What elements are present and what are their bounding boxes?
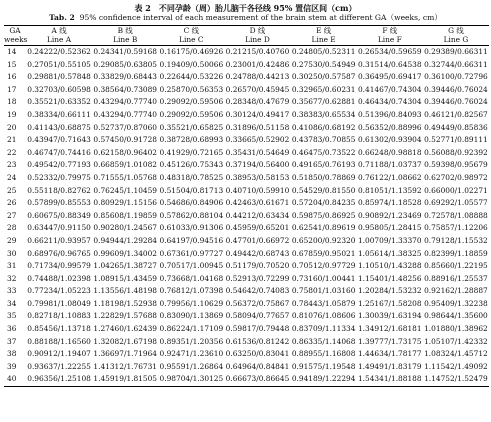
cell-line-e: 0.73160/1.00441	[291, 273, 356, 283]
cell-line-e: 0.83709/1.11334	[291, 324, 356, 334]
cell-ga: 16	[7, 72, 17, 82]
cell-ga: 14	[7, 47, 17, 56]
cell-ga: 31	[7, 261, 17, 271]
cell-line-b: 0.29085/0.63805	[93, 59, 158, 69]
cell-line-c: 0.29092/0.59506	[159, 97, 224, 107]
table-row	[4, 147, 489, 160]
header-weeks: weeks	[4, 35, 28, 44]
cell-line-b: 1.32082/1.67198	[93, 336, 158, 346]
table-row	[4, 310, 489, 323]
cell-line-d: 0.47701/0.66972	[225, 235, 290, 245]
cell-line-b: 1.45919/1.81505	[92, 373, 158, 386]
cell-line-e: 0.91575/1.19548	[291, 361, 356, 371]
cell-line-a: 0.41143/0.68875	[27, 122, 91, 132]
header-line-e-cn: E 线	[291, 26, 357, 36]
cell-line-a: 0.90912/1.19407	[27, 349, 91, 359]
cell-line-b: 1.36697/1.71964	[93, 349, 158, 359]
table-row	[4, 84, 489, 97]
header-line-a-cn: A 线	[26, 26, 92, 36]
cell-line-b: 0.80929/1.15156	[93, 198, 158, 208]
cell-line-c: 0.92471/1.23610	[159, 349, 224, 359]
table-row	[4, 323, 489, 336]
cell-line-b: 0.90280/1.24567	[93, 223, 158, 233]
cell-line-a: 0.57899/0.85553	[27, 198, 91, 208]
cell-line-e: 0.38383/0.65534	[291, 109, 356, 119]
table-row	[4, 210, 489, 223]
cell-line-d: 0.51179/0.70520	[225, 261, 290, 271]
cell-line-c: 0.79956/1.10629	[159, 298, 224, 308]
cell-ga: 37	[7, 336, 17, 346]
cell-line-a: 0.77234/1.05223	[27, 286, 91, 296]
cell-ga: 39	[7, 361, 17, 371]
cell-line-b: 0.43294/0.77740	[93, 97, 158, 107]
cell-line-f: 0.56352/0.88996	[357, 122, 422, 132]
cell-line-c: 0.29092/0.59506	[159, 109, 224, 119]
table-row	[4, 260, 489, 273]
cell-line-c: 0.57862/0.88104	[159, 210, 224, 220]
cell-line-g: 0.39446/0.76024	[424, 84, 488, 94]
cell-line-f: 1.05614/1.38325	[357, 248, 422, 258]
cell-line-a: 0.60675/0.88349	[27, 210, 91, 220]
cell-ga: 35	[7, 311, 17, 321]
cell-line-d: 0.28348/0.47679	[225, 97, 290, 107]
cell-line-b: 0.71555/1.05768	[93, 172, 158, 182]
cell-line-e: 0.43783/0.70855	[291, 135, 356, 145]
cell-line-c: 0.41929/0.72165	[159, 147, 224, 157]
cell-line-e: 0.65200/0.92320	[291, 235, 356, 245]
cell-line-a: 0.35521/0.63352	[27, 97, 91, 107]
cell-line-d: 0.45959/0.65201	[225, 223, 290, 233]
cell-line-e: 0.88955/1.16808	[291, 349, 356, 359]
cell-line-e: 0.24805/0.52311	[291, 47, 356, 56]
cell-line-g: 0.39446/0.76024	[424, 97, 488, 107]
cell-line-b: 0.62158/0.96402	[93, 147, 158, 157]
cell-line-b: 1.18198/1.52938	[93, 298, 158, 308]
cell-line-c: 0.89351/1.20356	[159, 336, 224, 346]
cell-ga: 26	[7, 198, 17, 208]
cell-line-g: 0.46121/0.82567	[424, 109, 488, 119]
cell-line-c: 0.48318/0.78525	[159, 172, 224, 182]
cell-line-e: 0.32965/0.60231	[291, 84, 356, 94]
cell-line-d: 0.54642/0.74083	[225, 286, 290, 296]
cell-line-b: 1.41312/1.76731	[93, 361, 158, 371]
cell-line-c: 0.54686/0.84906	[159, 198, 224, 208]
header-row-bottom	[4, 35, 489, 46]
header-line-f: Line F	[357, 35, 423, 46]
cell-line-d: 0.40710/0.59910	[225, 185, 290, 195]
cell-line-c: 0.35521/0.65825	[159, 122, 224, 132]
cell-line-a: 0.85456/1.13718	[27, 324, 91, 334]
cell-line-f: 0.26534/0.59659	[357, 47, 422, 56]
header-line-g-cn: G 线	[423, 26, 489, 36]
header-line-d-cn: D 线	[224, 26, 290, 36]
cell-ga: 34	[7, 298, 17, 308]
cell-line-f: 1.10510/1.43288	[357, 261, 422, 271]
cell-line-a: 0.32703/0.60598	[27, 84, 91, 94]
cell-line-f: 0.95805/1.28415	[357, 223, 422, 233]
table-row	[4, 373, 489, 386]
header-line-d: Line D	[224, 35, 290, 46]
cell-line-f: 1.44634/1.78177	[357, 349, 422, 359]
cell-line-c: 0.25870/0.56353	[159, 84, 224, 94]
cell-line-a: 0.38334/0.66111	[27, 109, 91, 119]
cell-line-a: 0.71734/0.99579	[27, 261, 91, 271]
cell-line-f: 1.00709/1.33370	[357, 235, 422, 245]
table-row	[4, 172, 489, 185]
table-row	[4, 109, 489, 122]
cell-line-a: 0.29881/0.57848	[27, 72, 91, 82]
cell-ga: 38	[7, 349, 17, 359]
table-row	[4, 46, 489, 59]
cell-line-e: 0.78443/1.05879	[291, 298, 356, 308]
table-row	[4, 185, 489, 198]
cell-line-f: 0.71188/1.03737	[357, 160, 422, 170]
cell-line-f: 0.46434/0.74304	[357, 97, 422, 107]
cell-line-c: 0.76812/1.07398	[159, 286, 224, 296]
cell-line-d: 0.37194/0.56400	[225, 160, 290, 170]
cell-line-d: 0.66673/0.86645	[224, 373, 290, 386]
cell-ga: 32	[7, 273, 17, 283]
header-line-a: Line A	[26, 35, 92, 46]
cell-ga: 23	[7, 160, 17, 170]
table-row	[4, 273, 489, 286]
cell-line-c: 0.98704/1.30125	[158, 373, 224, 386]
cell-line-b: 0.94944/1.29284	[93, 235, 158, 245]
cell-line-b: 0.57450/0.91728	[93, 135, 158, 145]
cell-line-c: 0.19409/0.50066	[159, 59, 224, 69]
cell-ga: 40	[4, 373, 26, 386]
cell-line-b: 0.38564/0.73089	[93, 84, 158, 94]
cell-line-d: 0.52913/0.72299	[225, 273, 290, 283]
cell-line-f: 0.61302/0.93904	[357, 135, 422, 145]
cell-line-c: 0.70517/1.00945	[159, 261, 224, 271]
cell-line-b: 0.43294/0.77740	[93, 109, 158, 119]
cell-line-e: 0.51850/0.78869	[291, 172, 356, 182]
cell-line-b: 0.52737/0.87060	[93, 122, 158, 132]
cell-line-a: 0.43947/0.71643	[27, 135, 91, 145]
cell-line-b: 1.13556/1.48198	[93, 286, 158, 296]
cell-ga: 27	[7, 210, 17, 220]
cell-line-e: 0.86335/1.14068	[291, 336, 356, 346]
cell-ga: 20	[7, 122, 17, 132]
table-row	[4, 222, 489, 235]
cell-line-a: 0.46747/0.74416	[27, 147, 91, 157]
cell-line-d: 0.35431/0.54649	[225, 147, 290, 157]
cell-line-a: 0.96356/1.25108	[26, 373, 92, 386]
cell-line-f: 1.25167/1.58208	[357, 298, 422, 308]
cell-line-g: 0.79128/1.15532	[424, 235, 488, 245]
cell-line-a: 0.55118/0.82762	[27, 185, 91, 195]
cell-line-d: 0.61536/0.81242	[225, 336, 290, 346]
cell-line-a: 0.52332/0.79975	[27, 172, 91, 182]
cell-ga: 36	[7, 324, 17, 334]
table-row	[4, 336, 489, 349]
cell-line-g: 0.92162/1.28887	[424, 286, 488, 296]
cell-line-f: 0.41467/0.74304	[357, 84, 422, 94]
cell-line-c: 0.95591/1.26864	[159, 361, 224, 371]
cell-ga: 28	[7, 223, 17, 233]
cell-line-c: 0.67361/0.97727	[159, 248, 224, 258]
cell-line-g: 0.56088/0.92392	[424, 147, 488, 157]
cell-line-g: 1.08324/1.45712	[424, 349, 488, 359]
cell-line-e: 0.62541/0.89619	[291, 223, 356, 233]
cell-line-g: 0.75857/1.12206	[424, 223, 488, 233]
table-row	[4, 361, 489, 374]
cell-line-b: 0.66859/1.01082	[93, 160, 158, 170]
cell-line-g: 0.98644/1.35600	[424, 311, 488, 321]
table-label: Tab. 2	[49, 13, 75, 22]
header-row-top	[4, 26, 489, 36]
cell-ga: 24	[7, 172, 17, 182]
cell-line-c: 0.51504/0.81713	[159, 185, 224, 195]
cell-ga: 25	[7, 185, 17, 195]
header-line-g: Line G	[423, 35, 489, 46]
cell-line-a: 0.66211/0.93957	[27, 235, 91, 245]
cell-line-b: 0.24341/0.59168	[93, 47, 158, 56]
cell-line-f: 1.20284/1.53232	[357, 286, 422, 296]
cell-line-e: 0.70512/0.97729	[291, 261, 356, 271]
header-line-b: Line B	[92, 35, 158, 46]
cell-line-f: 0.76122/1.08662	[357, 172, 422, 182]
cell-line-d: 0.23001/0.42486	[225, 59, 290, 69]
cell-line-a: 0.27051/0.55105	[27, 59, 91, 69]
cell-line-g: 0.69292/1.05577	[424, 198, 488, 208]
cell-line-b: 0.99609/1.34002	[93, 248, 158, 258]
cell-line-a: 0.82718/1.10883	[27, 311, 91, 321]
table-row	[4, 71, 489, 84]
header-line-e: Line E	[291, 35, 357, 46]
cell-line-d: 0.59817/0.79448	[225, 324, 290, 334]
cell-line-f: 0.36495/0.69417	[357, 72, 422, 82]
cell-line-a: 0.88188/1.16560	[27, 336, 91, 346]
cell-line-e: 0.49165/0.76193	[291, 160, 356, 170]
table-row	[4, 285, 489, 298]
table-row	[4, 122, 489, 135]
cell-line-d: 0.56372/0.75867	[225, 298, 290, 308]
cell-ga: 33	[7, 286, 17, 296]
cell-line-e: 0.59875/0.86925	[291, 210, 356, 220]
cell-line-e: 0.54529/0.81550	[291, 185, 356, 195]
cell-line-d: 0.21215/0.40760	[225, 47, 290, 56]
cell-line-g: 1.05107/1.42332	[424, 336, 488, 346]
table-row	[4, 96, 489, 109]
cell-line-a: 0.93637/1.22255	[27, 361, 91, 371]
cell-line-d: 0.64964/0.84841	[225, 361, 290, 371]
cell-ga: 21	[7, 135, 17, 145]
cell-ga: 18	[7, 97, 17, 107]
cell-line-g: 1.14752/1.52479	[423, 373, 489, 386]
cell-line-f: 0.81051/1.13592	[357, 185, 422, 195]
cell-line-a: 0.24222/0.52362	[27, 47, 91, 56]
header-ga: GA	[4, 26, 26, 36]
cell-line-b: 1.04265/1.38727	[93, 261, 158, 271]
cell-line-c: 0.22644/0.53226	[159, 72, 224, 82]
cell-line-d: 0.33665/0.52902	[225, 135, 290, 145]
cell-line-g: 1.11542/1.49092	[424, 361, 488, 371]
cell-line-e: 0.27530/0.54949	[291, 59, 356, 69]
cell-line-e: 0.75801/1.03160	[291, 286, 356, 296]
cell-line-e: 0.67859/0.95021	[291, 248, 356, 258]
cell-line-d: 0.44212/0.63434	[225, 210, 290, 220]
cell-line-f: 0.85974/1.18528	[357, 198, 422, 208]
cell-line-d: 0.63250/0.83041	[225, 349, 290, 359]
cell-line-g: 0.85660/1.22195	[424, 261, 488, 271]
table-row	[4, 159, 489, 172]
cell-line-g: 0.29389/0.66311	[424, 47, 488, 56]
cell-line-g: 0.52771/0.89111	[424, 135, 488, 145]
cell-line-c: 0.16175/0.46926	[159, 47, 224, 56]
cell-line-g: 1.01880/1.38962	[424, 324, 488, 334]
cell-line-a: 0.68976/0.96765	[27, 248, 91, 258]
cell-line-g: 0.88916/1.25537	[424, 273, 488, 283]
cell-line-c: 0.38728/0.68993	[159, 135, 224, 145]
cell-line-d: 0.38953/0.58153	[225, 172, 290, 182]
cell-ga: 30	[7, 248, 17, 258]
header-line-c-cn: C 线	[158, 26, 224, 36]
cell-line-d: 0.24788/0.44213	[225, 72, 290, 82]
cell-line-d: 0.31896/0.51158	[225, 122, 290, 132]
cell-ga: 15	[7, 59, 17, 69]
cell-line-c: 0.86224/1.17109	[159, 324, 224, 334]
cell-line-g: 0.62702/0.98972	[424, 172, 488, 182]
cell-line-a: 0.63447/0.91150	[27, 223, 91, 233]
table-row	[4, 59, 489, 72]
cell-line-e: 0.30250/0.57587	[291, 72, 356, 82]
cell-line-c: 0.61033/0.91306	[159, 223, 224, 233]
cell-line-b: 1.08915/1.43459	[93, 273, 158, 283]
cell-line-g: 0.49449/0.85836	[424, 122, 488, 132]
cell-ga: 29	[7, 235, 17, 245]
table-title-english	[0, 13, 491, 23]
table-caption: 95% confidence interval of each measurement of the brain stem at different GA（weeks, cm）	[79, 13, 442, 22]
cell-line-d: 0.49442/0.68743	[225, 248, 290, 258]
cell-line-c: 0.73668/1.04168	[159, 273, 224, 283]
cell-line-a: 0.79981/1.08049	[27, 298, 91, 308]
cell-line-g: 0.82399/1.18859	[424, 248, 488, 258]
cell-line-f: 1.15401/1.48256	[357, 273, 422, 283]
cell-line-c: 0.83090/1.13869	[159, 311, 224, 321]
table-row	[4, 235, 489, 248]
header-line-f-cn: F 线	[357, 26, 423, 36]
cell-line-a: 0.49542/0.77193	[27, 160, 91, 170]
cell-line-f: 0.66248/0.98818	[357, 147, 422, 157]
cell-line-b: 0.33829/0.68443	[93, 72, 158, 82]
table-row	[4, 134, 489, 147]
cell-line-f: 1.39777/1.73175	[357, 336, 422, 346]
cell-line-a: 0.74488/1.02398	[27, 273, 91, 283]
cell-line-e: 0.57204/0.84235	[291, 198, 356, 208]
cell-line-e: 0.81076/1.08606	[291, 311, 356, 321]
cell-line-e: 0.35677/0.62881	[291, 97, 356, 107]
cell-line-g: 0.36100/0.72796	[424, 72, 488, 82]
cell-line-e: 0.41086/0.68192	[291, 122, 356, 132]
header-line-c: Line C	[158, 35, 224, 46]
cell-line-g: 0.95409/1.32238	[424, 298, 488, 308]
table-row	[4, 197, 489, 210]
confidence-interval-table	[4, 25, 489, 387]
table-title-chinese: 表 2 不同孕龄（周）胎儿脑干各径线 95% 置信区间（cm）	[134, 3, 357, 13]
cell-ga: 19	[7, 109, 17, 119]
cell-line-f: 1.49491/1.83179	[357, 361, 422, 371]
cell-line-f: 0.51396/0.84093	[357, 109, 422, 119]
cell-line-b: 1.22829/1.57688	[93, 311, 158, 321]
cell-line-d: 0.58094/0.77657	[225, 311, 290, 321]
cell-line-d: 0.26570/0.45945	[225, 84, 290, 94]
table-row	[4, 298, 489, 311]
cell-line-f: 0.90892/1.23469	[357, 210, 422, 220]
cell-line-c: 0.64197/0.94516	[159, 235, 224, 245]
cell-line-d: 0.42463/0.61671	[225, 198, 290, 208]
table-row	[4, 348, 489, 361]
cell-line-f: 1.54341/1.88188	[357, 373, 423, 386]
table-body	[4, 46, 489, 387]
cell-line-f: 1.30039/1.63194	[357, 311, 422, 321]
cell-line-g: 0.72578/1.08888	[424, 210, 488, 220]
table-row	[4, 248, 489, 261]
cell-line-g: 0.59398/0.95679	[424, 160, 488, 170]
cell-line-b: 0.85608/1.19859	[93, 210, 158, 220]
cell-line-d: 0.30124/0.49417	[225, 109, 290, 119]
cell-line-e: 0.94189/1.22294	[291, 373, 357, 386]
cell-ga: 22	[7, 147, 17, 157]
cell-line-e: 0.46475/0.73522	[291, 147, 356, 157]
cell-line-f: 0.31514/0.64538	[357, 59, 422, 69]
cell-line-g: 0.32744/0.66311	[424, 59, 488, 69]
header-line-b-cn: B 线	[92, 26, 158, 36]
cell-line-b: 1.27460/1.62439	[93, 324, 158, 334]
cell-line-g: 0.66000/1.02271	[424, 185, 488, 195]
cell-line-b: 0.76245/1.10459	[93, 185, 158, 195]
cell-line-f: 1.34912/1.68181	[357, 324, 422, 334]
cell-line-c: 0.45126/0.75343	[159, 160, 224, 170]
cell-ga: 17	[7, 84, 17, 94]
